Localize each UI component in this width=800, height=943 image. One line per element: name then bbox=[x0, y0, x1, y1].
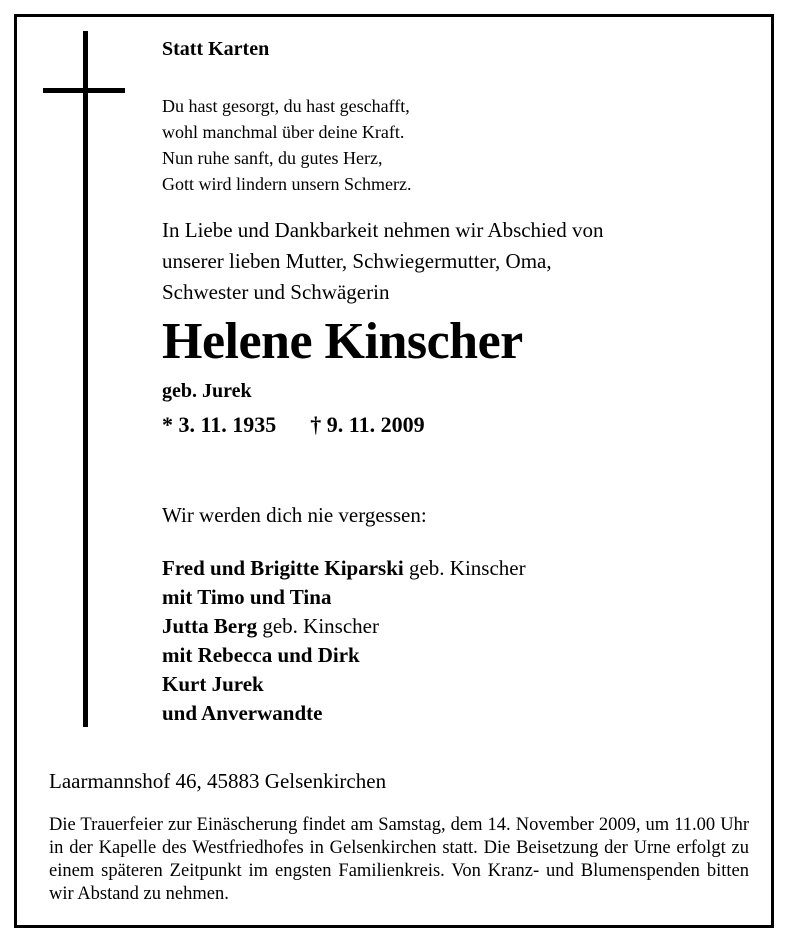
intro-line: unserer lieben Mutter, Schwiegermutter, Oma, bbox=[162, 249, 552, 273]
poem-line: Du hast gesorgt, du hast geschafft, bbox=[162, 96, 410, 116]
mourner: und Anverwandte bbox=[162, 701, 323, 725]
obituary-notice bbox=[14, 14, 774, 928]
birth-date: * 3. 11. 1935 bbox=[162, 412, 277, 437]
mourner: Fred und Brigitte Kiparski geb. Kinscher bbox=[162, 556, 526, 580]
notice-heading: Statt Karten bbox=[162, 38, 270, 60]
deceased-name: Helene Kinscher bbox=[162, 313, 523, 370]
intro-line: In Liebe und Dankbarkeit nehmen wir Abschied von bbox=[162, 218, 604, 242]
ceremony-info: Die Trauerfeier zur Einäscherung findet am Samstag, dem 14. November 2009, um 11.00 Uhr in der Kapelle des Westfriedhofes in Gelsenkirchen statt. Die Beisetzung der Urne erfolgt zu einem späteren Zeitpunkt im engsten Familienkreis. Von Kranz- und Blumenspenden bitten wir Abstand zu nehmen. bbox=[49, 815, 749, 904]
mourners-list bbox=[162, 554, 762, 728]
intro-line: Schwester und Schwägerin bbox=[162, 280, 390, 304]
mourner: Jutta Berg geb. Kinscher bbox=[162, 614, 379, 638]
closing-line: Wir werden dich nie vergessen: bbox=[162, 503, 427, 527]
mourner: mit Timo und Tina bbox=[162, 585, 332, 609]
poem bbox=[162, 93, 762, 197]
maiden-name: geb. Jurek bbox=[162, 380, 252, 402]
poem-line: wohl manchmal über deine Kraft. bbox=[162, 122, 405, 142]
poem-line: Nun ruhe sanft, du gutes Herz, bbox=[162, 148, 383, 168]
mourner: Kurt Jurek bbox=[162, 672, 264, 696]
cross-icon-bar bbox=[43, 88, 125, 93]
life-dates bbox=[162, 410, 762, 440]
death-date: † 9. 11. 2009 bbox=[310, 412, 425, 437]
intro-text bbox=[162, 215, 762, 308]
poem-line: Gott wird lindern unsern Schmerz. bbox=[162, 174, 412, 194]
address: Laarmannshof 46, 45883 Gelsenkirchen bbox=[49, 769, 387, 793]
notice-main bbox=[162, 37, 762, 728]
mourner: mit Rebecca und Dirk bbox=[162, 643, 360, 667]
cross-icon bbox=[83, 31, 88, 727]
